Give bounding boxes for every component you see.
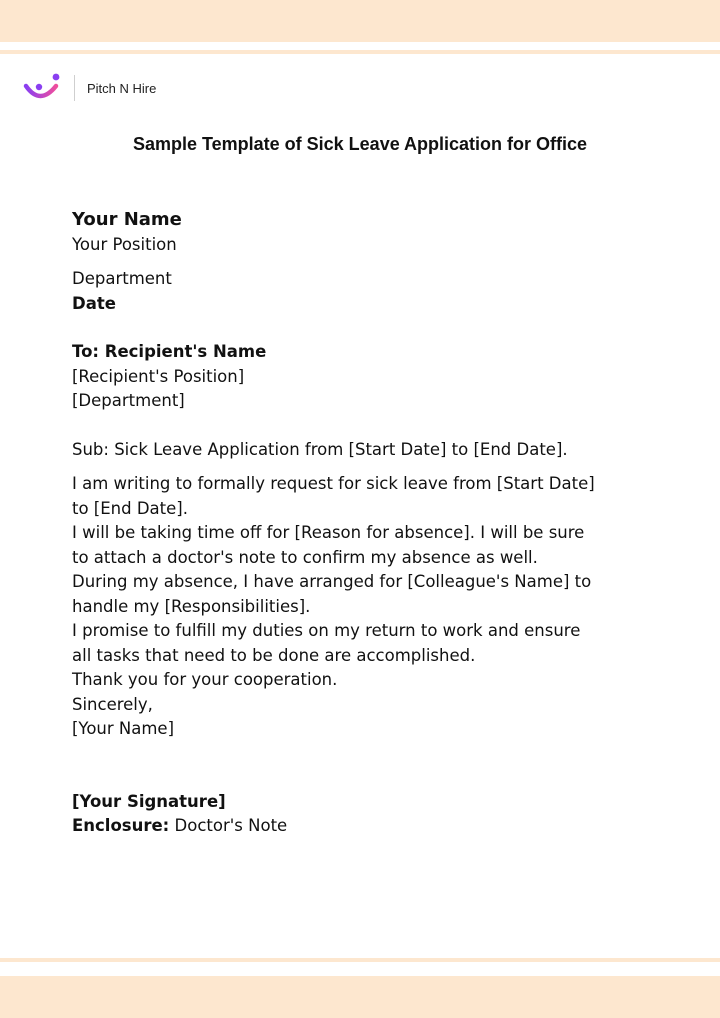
top-band: [0, 0, 720, 42]
bottom-stripe: [0, 958, 720, 962]
closing: Sincerely,: [72, 694, 153, 714]
top-stripe: [0, 50, 720, 54]
enclosure-line: [72, 814, 662, 839]
sender-name: Your Name: [72, 209, 182, 230]
letter-date: Date: [72, 293, 116, 313]
enclosure-value: Doctor's Note: [174, 816, 288, 835]
brand-header: [22, 72, 156, 104]
body-line: I promise to fulfill my duties on my return to work and ensure: [72, 621, 581, 640]
sender-department: Department: [72, 269, 172, 288]
brand-name: Pitch N Hire: [87, 80, 157, 96]
closing-name: [Your Name]: [72, 719, 175, 738]
body-line: Thank you for your cooperation.: [72, 670, 338, 689]
body-line: handle my [Responsibilities].: [72, 596, 311, 616]
recipient-position: [Recipient's Position]: [72, 366, 245, 386]
body-line: I will be taking time off for [Reason for absence]. I will be sure: [72, 523, 585, 542]
body-line: to attach a doctor's note to confirm my absence as well.: [72, 547, 538, 567]
bottom-band: [0, 976, 720, 1018]
brand-divider: [74, 75, 75, 101]
enclosure-label: Enclosure:: [72, 816, 170, 835]
body-line: During my absence, I have arranged for [Colleague's Name] to: [72, 572, 592, 591]
body-line: I am writing to formally request for sick leave from [Start Date]: [72, 474, 595, 493]
signature-placeholder: [Your Signature]: [72, 791, 226, 811]
body-line: to [End Date].: [72, 498, 188, 518]
letter-body: [72, 208, 662, 839]
sender-position: Your Position: [72, 234, 177, 254]
body-line: all tasks that need to be done are accomplished.: [72, 645, 476, 665]
pitch-n-hire-logo-icon: [22, 72, 62, 104]
recipient-name: To: Recipient's Name: [72, 342, 267, 361]
letter-subject: Sub: Sick Leave Application from [Start Date] to [End Date].: [72, 439, 568, 459]
recipient-department: [Department]: [72, 391, 185, 410]
document-title: Sample Template of Sick Leave Application for Office: [132, 134, 588, 154]
